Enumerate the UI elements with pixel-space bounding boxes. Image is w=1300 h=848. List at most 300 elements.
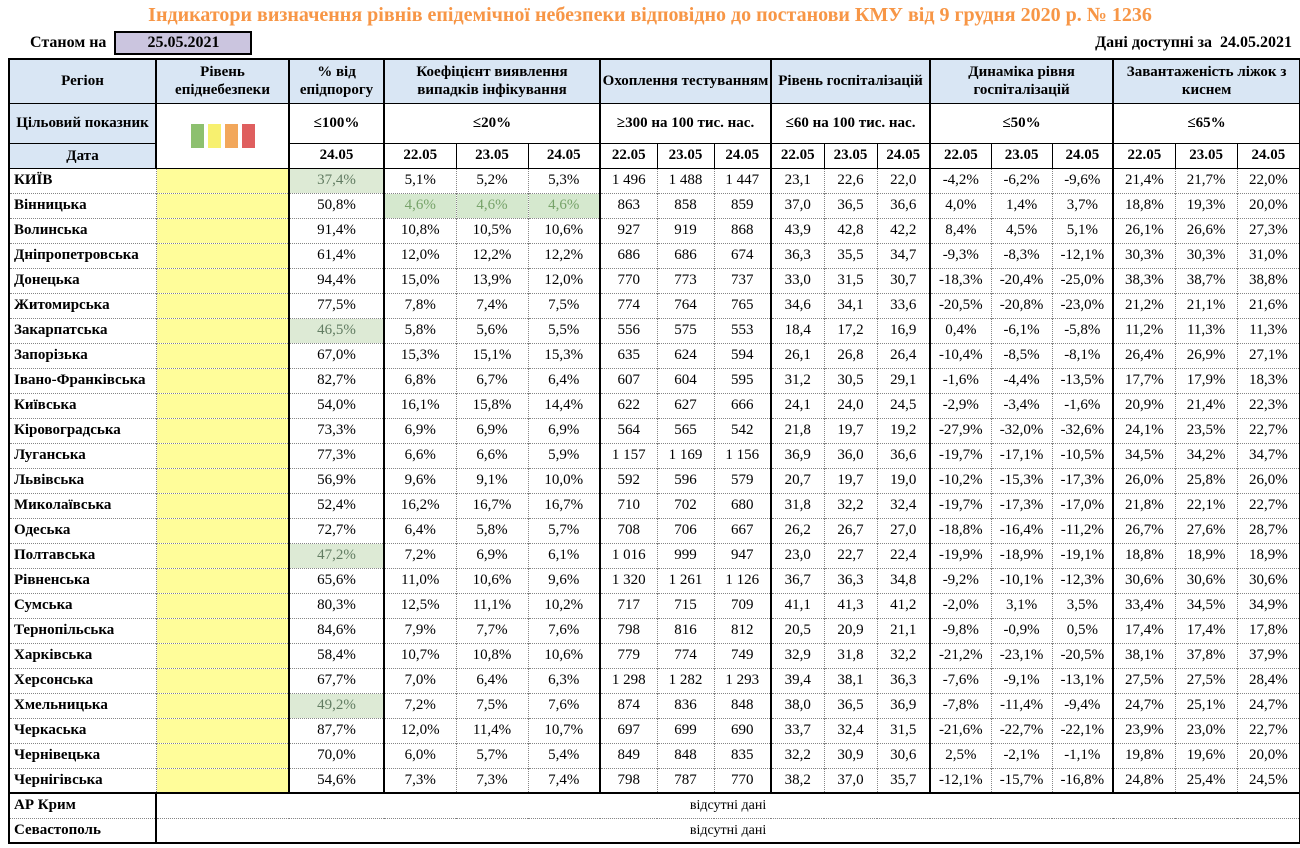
- risk-level-cell: [156, 193, 289, 218]
- region-name-cell: Львівська: [9, 468, 156, 493]
- value-cell: 686: [600, 243, 657, 268]
- value-cell: 36,3: [771, 243, 824, 268]
- value-cell: 23,9%: [1113, 718, 1175, 743]
- value-cell: 21,1%: [1175, 293, 1237, 318]
- risk-level-cell: [156, 718, 289, 743]
- value-cell: 20,7: [771, 468, 824, 493]
- value-cell: 6,9%: [456, 543, 528, 568]
- region-name-cell: Тернопільська: [9, 618, 156, 643]
- value-cell: 22,3%: [1237, 393, 1300, 418]
- value-cell: 0,4%: [930, 318, 991, 343]
- value-cell: 10,5%: [456, 218, 528, 243]
- value-cell: 22,7%: [1237, 718, 1300, 743]
- value-cell: 82,7%: [289, 368, 384, 393]
- value-cell: 674: [714, 243, 771, 268]
- value-cell: 10,7%: [384, 643, 456, 668]
- risk-level-cell: [156, 693, 289, 718]
- value-cell: 50,8%: [289, 193, 384, 218]
- value-cell: 15,1%: [456, 343, 528, 368]
- value-cell: 16,1%: [384, 393, 456, 418]
- value-cell: -17,0%: [1052, 493, 1113, 518]
- value-cell: -9,6%: [1052, 168, 1113, 193]
- value-cell: 624: [657, 343, 714, 368]
- value-cell: 34,6: [771, 293, 824, 318]
- value-cell: 1 126: [714, 568, 771, 593]
- value-cell: 21,7%: [1175, 168, 1237, 193]
- value-cell: 18,9%: [1175, 543, 1237, 568]
- value-cell: 27,0: [877, 518, 930, 543]
- table-row: [9, 293, 1300, 318]
- risk-level-cell: [156, 743, 289, 768]
- column-header-hosp: Рівень госпіталізацій: [771, 59, 930, 103]
- value-cell: 6,0%: [384, 743, 456, 768]
- value-cell: -6,1%: [991, 318, 1052, 343]
- target-pct: ≤100%: [289, 103, 384, 143]
- region-name-cell: Севастополь: [9, 818, 156, 843]
- value-cell: 770: [714, 768, 771, 793]
- date-cell: 23.05: [1175, 143, 1237, 168]
- value-cell: 15,3%: [528, 343, 600, 368]
- value-cell: 5,7%: [528, 518, 600, 543]
- value-cell: 17,4%: [1113, 618, 1175, 643]
- value-cell: -13,5%: [1052, 368, 1113, 393]
- value-cell: 3,7%: [1052, 193, 1113, 218]
- value-cell: -2,0%: [930, 593, 991, 618]
- value-cell: 13,9%: [456, 268, 528, 293]
- value-cell: 812: [714, 618, 771, 643]
- value-cell: 1 157: [600, 443, 657, 468]
- value-cell: 61,4%: [289, 243, 384, 268]
- value-cell: 27,5%: [1175, 668, 1237, 693]
- risk-level-cell: [156, 493, 289, 518]
- date-cell: 23.05: [657, 143, 714, 168]
- value-cell: 816: [657, 618, 714, 643]
- value-cell: 33,7: [771, 718, 824, 743]
- value-cell: 5,6%: [456, 318, 528, 343]
- column-header-region: Регіон: [9, 59, 156, 103]
- value-cell: -15,7%: [991, 768, 1052, 793]
- value-cell: 7,3%: [384, 768, 456, 793]
- value-cell: 0,5%: [1052, 618, 1113, 643]
- table-row: [9, 468, 1300, 493]
- table-row: [9, 493, 1300, 518]
- value-cell: 863: [600, 193, 657, 218]
- value-cell: 6,3%: [528, 668, 600, 693]
- value-cell: 596: [657, 468, 714, 493]
- table-row: [9, 668, 1300, 693]
- legend-swatch: [208, 124, 221, 148]
- value-cell: 6,9%: [528, 418, 600, 443]
- region-name-cell: Київська: [9, 393, 156, 418]
- value-cell: -4,4%: [991, 368, 1052, 393]
- value-cell: 19,2: [877, 418, 930, 443]
- value-cell: 7,4%: [456, 293, 528, 318]
- table-row: [9, 568, 1300, 593]
- value-cell: 38,2: [771, 768, 824, 793]
- value-cell: 37,4%: [289, 168, 384, 193]
- value-cell: 32,9: [771, 643, 824, 668]
- value-cell: 1 488: [657, 168, 714, 193]
- risk-level-cell: [156, 768, 289, 793]
- value-cell: 947: [714, 543, 771, 568]
- value-cell: 5,5%: [528, 318, 600, 343]
- value-cell: 30,6%: [1237, 568, 1300, 593]
- value-cell: 874: [600, 693, 657, 718]
- value-cell: 19,3%: [1175, 193, 1237, 218]
- value-cell: -10,5%: [1052, 443, 1113, 468]
- value-cell: 31,5: [877, 718, 930, 743]
- date-row-label: Дата: [9, 143, 156, 168]
- value-cell: 553: [714, 318, 771, 343]
- risk-level-cell: [156, 393, 289, 418]
- value-cell: 21,4%: [1175, 393, 1237, 418]
- value-cell: -23,0%: [1052, 293, 1113, 318]
- value-cell: 22,1%: [1175, 493, 1237, 518]
- value-cell: 798: [600, 768, 657, 793]
- value-cell: 19,6%: [1175, 743, 1237, 768]
- value-cell: 11,3%: [1175, 318, 1237, 343]
- risk-level-cell: [156, 318, 289, 343]
- value-cell: 24,1: [771, 393, 824, 418]
- value-cell: 47,2%: [289, 543, 384, 568]
- value-cell: -21,2%: [930, 643, 991, 668]
- value-cell: 7,6%: [528, 618, 600, 643]
- value-cell: 37,0: [771, 193, 824, 218]
- value-cell: 6,7%: [456, 368, 528, 393]
- value-cell: 542: [714, 418, 771, 443]
- value-cell: 575: [657, 318, 714, 343]
- value-cell: 33,4%: [1113, 593, 1175, 618]
- value-cell: -6,2%: [991, 168, 1052, 193]
- table-row: [9, 543, 1300, 568]
- value-cell: 31,0%: [1237, 243, 1300, 268]
- value-cell: 5,1%: [1052, 218, 1113, 243]
- value-cell: 24,7%: [1113, 693, 1175, 718]
- risk-level-cell: [156, 593, 289, 618]
- value-cell: 39,4: [771, 668, 824, 693]
- value-cell: 6,8%: [384, 368, 456, 393]
- date-cell: 22.05: [384, 143, 456, 168]
- value-cell: -8,5%: [991, 343, 1052, 368]
- value-cell: 787: [657, 768, 714, 793]
- risk-level-cell: [156, 268, 289, 293]
- value-cell: 32,2: [877, 643, 930, 668]
- value-cell: -12,1%: [1052, 243, 1113, 268]
- column-header-level: Рівень епіднебезпеки: [156, 59, 289, 103]
- value-cell: 21,8%: [1113, 493, 1175, 518]
- table-header: [9, 59, 1300, 168]
- value-cell: 635: [600, 343, 657, 368]
- value-cell: 1 293: [714, 668, 771, 693]
- value-cell: 5,1%: [384, 168, 456, 193]
- value-cell: 774: [657, 643, 714, 668]
- value-cell: 5,9%: [528, 443, 600, 468]
- column-header-pct: % від епідпорогу: [289, 59, 384, 103]
- value-cell: -0,9%: [991, 618, 1052, 643]
- table-row: [9, 318, 1300, 343]
- value-cell: -7,8%: [930, 693, 991, 718]
- value-cell: -17,1%: [991, 443, 1052, 468]
- value-cell: 31,8: [771, 493, 824, 518]
- value-cell: 30,3%: [1175, 243, 1237, 268]
- region-name-cell: Івано-Франківська: [9, 368, 156, 393]
- value-cell: 12,0%: [384, 718, 456, 743]
- date-cell: 24.05: [714, 143, 771, 168]
- value-cell: 12,5%: [384, 593, 456, 618]
- value-cell: 7,0%: [384, 668, 456, 693]
- value-cell: -25,0%: [1052, 268, 1113, 293]
- value-cell: 6,9%: [456, 418, 528, 443]
- table-row: [9, 368, 1300, 393]
- value-cell: 5,8%: [456, 518, 528, 543]
- value-cell: 36,7: [771, 568, 824, 593]
- value-cell: 73,3%: [289, 418, 384, 443]
- value-cell: -23,1%: [991, 643, 1052, 668]
- value-cell: 20,0%: [1237, 743, 1300, 768]
- value-cell: 41,2: [877, 593, 930, 618]
- column-header-dyn: Динаміка рівня госпіталізацій: [930, 59, 1113, 103]
- value-cell: 21,8: [771, 418, 824, 443]
- value-cell: 15,3%: [384, 343, 456, 368]
- value-cell: 38,1%: [1113, 643, 1175, 668]
- value-cell: 24,1%: [1113, 418, 1175, 443]
- value-cell: 20,9%: [1113, 393, 1175, 418]
- value-cell: 34,7: [877, 243, 930, 268]
- risk-level-cell: [156, 343, 289, 368]
- value-cell: 5,2%: [456, 168, 528, 193]
- value-cell: 21,2%: [1113, 293, 1175, 318]
- value-cell: 6,1%: [528, 543, 600, 568]
- value-cell: 26,1: [771, 343, 824, 368]
- value-cell: 30,9: [824, 743, 877, 768]
- value-cell: 18,8%: [1113, 193, 1175, 218]
- value-cell: 927: [600, 218, 657, 243]
- value-cell: 67,7%: [289, 668, 384, 693]
- value-cell: -13,1%: [1052, 668, 1113, 693]
- value-cell: 34,5%: [1175, 593, 1237, 618]
- date-cell: 23.05: [456, 143, 528, 168]
- value-cell: 710: [600, 493, 657, 518]
- column-header-beds: Завантаженість ліжок з киснем: [1113, 59, 1300, 103]
- value-cell: 11,4%: [456, 718, 528, 743]
- value-cell: 34,2%: [1175, 443, 1237, 468]
- value-cell: -9,8%: [930, 618, 991, 643]
- value-cell: 36,3: [877, 668, 930, 693]
- value-cell: -18,9%: [991, 543, 1052, 568]
- legend-swatch: [191, 124, 204, 148]
- value-cell: 87,7%: [289, 718, 384, 743]
- data-available-label: Дані доступні за: [1095, 34, 1212, 51]
- value-cell: -1,6%: [930, 368, 991, 393]
- value-cell: -19,7%: [930, 493, 991, 518]
- value-cell: 28,7%: [1237, 518, 1300, 543]
- value-cell: 17,8%: [1237, 618, 1300, 643]
- region-name-cell: Полтавська: [9, 543, 156, 568]
- value-cell: 32,4: [877, 493, 930, 518]
- value-cell: 12,2%: [456, 243, 528, 268]
- risk-level-cell: [156, 468, 289, 493]
- value-cell: -2,9%: [930, 393, 991, 418]
- value-cell: 10,8%: [456, 643, 528, 668]
- value-cell: 848: [657, 743, 714, 768]
- value-cell: 30,5: [824, 368, 877, 393]
- value-cell: 23,1: [771, 168, 824, 193]
- table-row: [9, 818, 1300, 843]
- value-cell: 12,2%: [528, 243, 600, 268]
- date-cell: 22.05: [771, 143, 824, 168]
- value-cell: 32,2: [771, 743, 824, 768]
- value-cell: -7,6%: [930, 668, 991, 693]
- value-cell: 12,0%: [528, 268, 600, 293]
- value-cell: -32,6%: [1052, 418, 1113, 443]
- table-row: [9, 793, 1300, 818]
- value-cell: 6,9%: [384, 418, 456, 443]
- table-row: [9, 193, 1300, 218]
- value-cell: 16,7%: [456, 493, 528, 518]
- table-row: [9, 268, 1300, 293]
- value-cell: -8,1%: [1052, 343, 1113, 368]
- value-cell: 26,7: [824, 518, 877, 543]
- value-cell: 14,4%: [528, 393, 600, 418]
- value-cell: 33,0: [771, 268, 824, 293]
- value-cell: 1 298: [600, 668, 657, 693]
- date-cell: 23.05: [824, 143, 877, 168]
- value-cell: 7,4%: [528, 768, 600, 793]
- value-cell: 686: [657, 243, 714, 268]
- value-cell: 16,7%: [528, 493, 600, 518]
- value-cell: 10,0%: [528, 468, 600, 493]
- value-cell: 18,4: [771, 318, 824, 343]
- value-cell: 65,6%: [289, 568, 384, 593]
- value-cell: 10,2%: [528, 593, 600, 618]
- column-header-coef: Коефіцієнт виявлення випадків інфікування: [384, 59, 600, 103]
- value-cell: 35,5: [824, 243, 877, 268]
- date-cell: 23.05: [991, 143, 1052, 168]
- value-cell: 26,0%: [1237, 468, 1300, 493]
- value-cell: 6,4%: [456, 668, 528, 693]
- value-cell: -9,2%: [930, 568, 991, 593]
- as-of-date-box: 25.05.2021: [114, 31, 252, 55]
- value-cell: 37,0: [824, 768, 877, 793]
- target-coef: ≤20%: [384, 103, 600, 143]
- value-cell: 38,1: [824, 668, 877, 693]
- value-cell: 38,3%: [1113, 268, 1175, 293]
- risk-level-cell: [156, 668, 289, 693]
- region-name-cell: Кіровоградська: [9, 418, 156, 443]
- value-cell: 1 169: [657, 443, 714, 468]
- value-cell: 667: [714, 518, 771, 543]
- value-cell: 23,0: [771, 543, 824, 568]
- value-cell: 6,6%: [456, 443, 528, 468]
- value-cell: 622: [600, 393, 657, 418]
- value-cell: 2,5%: [930, 743, 991, 768]
- value-cell: 770: [600, 268, 657, 293]
- value-cell: 697: [600, 718, 657, 743]
- region-name-cell: Харківська: [9, 643, 156, 668]
- risk-level-cell: [156, 443, 289, 468]
- table-row: [9, 218, 1300, 243]
- region-name-cell: Житомирська: [9, 293, 156, 318]
- target-test: ≥300 на 100 тис. нас.: [600, 103, 771, 143]
- value-cell: -20,5%: [1052, 643, 1113, 668]
- value-cell: -9,1%: [991, 668, 1052, 693]
- value-cell: 764: [657, 293, 714, 318]
- risk-level-cell: [156, 168, 289, 193]
- value-cell: 592: [600, 468, 657, 493]
- value-cell: -19,9%: [930, 543, 991, 568]
- value-cell: 31,5: [824, 268, 877, 293]
- value-cell: -20,5%: [930, 293, 991, 318]
- value-cell: -27,9%: [930, 418, 991, 443]
- value-cell: -19,1%: [1052, 543, 1113, 568]
- value-cell: 30,6%: [1175, 568, 1237, 593]
- value-cell: -17,3%: [1052, 468, 1113, 493]
- value-cell: 848: [714, 693, 771, 718]
- value-cell: -18,3%: [930, 268, 991, 293]
- region-name-cell: Черкаська: [9, 718, 156, 743]
- value-cell: 7,8%: [384, 293, 456, 318]
- table-row: [9, 618, 1300, 643]
- value-cell: 709: [714, 593, 771, 618]
- value-cell: 22,0: [877, 168, 930, 193]
- value-cell: 836: [657, 693, 714, 718]
- value-cell: 26,2: [771, 518, 824, 543]
- value-cell: 10,6%: [528, 643, 600, 668]
- value-cell: -22,7%: [991, 718, 1052, 743]
- value-cell: 31,2: [771, 368, 824, 393]
- value-cell: 999: [657, 543, 714, 568]
- value-cell: 80,3%: [289, 593, 384, 618]
- value-cell: 859: [714, 193, 771, 218]
- value-cell: 30,7: [877, 268, 930, 293]
- value-cell: 25,4%: [1175, 768, 1237, 793]
- value-cell: 27,3%: [1237, 218, 1300, 243]
- value-cell: 564: [600, 418, 657, 443]
- value-cell: -15,3%: [991, 468, 1052, 493]
- no-data-cell: відсутні дані: [156, 818, 1300, 843]
- value-cell: 34,1: [824, 293, 877, 318]
- region-name-cell: АР Крим: [9, 793, 156, 818]
- value-cell: 29,1: [877, 368, 930, 393]
- value-cell: 7,5%: [528, 293, 600, 318]
- value-cell: 8,4%: [930, 218, 991, 243]
- page-title: Індикатори визначення рівнів епідемічної небезпеки відповідно до постанови КМУ від 9 грудня 2020 р. № 1236: [148, 4, 1152, 26]
- value-cell: 36,0: [824, 443, 877, 468]
- risk-level-cell: [156, 418, 289, 443]
- value-cell: 36,3: [824, 568, 877, 593]
- table-row: [9, 418, 1300, 443]
- value-cell: 1 016: [600, 543, 657, 568]
- value-cell: 42,2: [877, 218, 930, 243]
- value-cell: 26,0%: [1113, 468, 1175, 493]
- date-cell: 24.05: [528, 143, 600, 168]
- value-cell: 699: [657, 718, 714, 743]
- value-cell: -21,6%: [930, 718, 991, 743]
- value-cell: 9,1%: [456, 468, 528, 493]
- value-cell: 1 320: [600, 568, 657, 593]
- value-cell: -2,1%: [991, 743, 1052, 768]
- value-cell: 6,4%: [384, 518, 456, 543]
- date-cell: 24.05: [1052, 143, 1113, 168]
- value-cell: 26,8: [824, 343, 877, 368]
- value-cell: 72,7%: [289, 518, 384, 543]
- value-cell: 49,2%: [289, 693, 384, 718]
- value-cell: 26,4: [877, 343, 930, 368]
- value-cell: 849: [600, 743, 657, 768]
- value-cell: -10,1%: [991, 568, 1052, 593]
- value-cell: -16,4%: [991, 518, 1052, 543]
- value-cell: 7,2%: [384, 693, 456, 718]
